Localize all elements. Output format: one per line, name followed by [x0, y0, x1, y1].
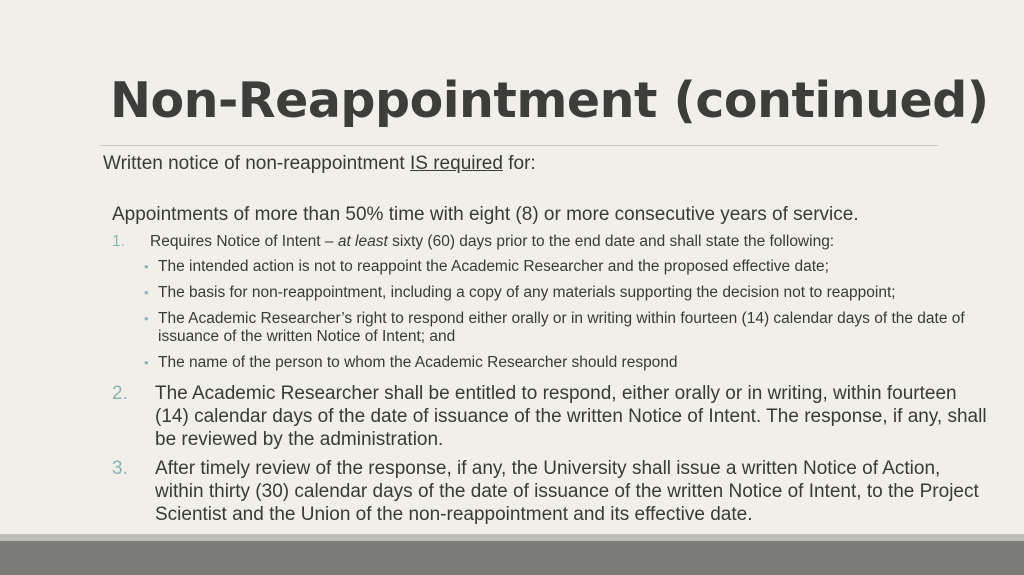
bullet-item — [142, 284, 992, 302]
bullet-text: The Academic Researcher’s right to respond either orally or in writing within fourteen (14) calendar days of the date of issuance of the written Notice of Intent; and — [158, 310, 965, 345]
list-item-3 — [112, 457, 992, 526]
item1-emphasis: at least — [337, 233, 388, 250]
bullet-text: The basis for non-reappointment, including a copy of any materials supporting the decision not to reappoint; — [158, 284, 896, 301]
intro-before: Written notice of non-reappointment — [103, 153, 410, 174]
intro-after: for: — [502, 153, 536, 174]
list-item-1 — [112, 233, 834, 251]
item2-text: The Academic Researcher shall be entitled to respond, either orally or in writing, within fourteen (14) calendar days of the date of issuance of the written Notice of Intent. The response, if any, shall be reviewed by the administration. — [155, 383, 987, 450]
lead-paragraph: Appointments of more than 50% time with eight (8) or more consecutive years of service. — [112, 204, 859, 225]
bullet-text: The intended action is not to reappoint the Academic Researcher and the proposed effective date; — [158, 258, 829, 275]
intro-underlined: IS required — [410, 153, 503, 174]
bullet-icon: • — [144, 285, 149, 300]
item1-text-b: sixty (60) days prior to the end date and shall state the following: — [387, 233, 835, 250]
intro-text — [103, 153, 536, 175]
bullet-list — [142, 258, 992, 380]
item3-text: After timely review of the response, if any, the University shall issue a written Notice of Action, within thirty (30) calendar days of the date of issuance of the written Notice of Intent, to the Project Scientist and the Union of the non-reappointment and its effective date. — [155, 458, 979, 525]
bullet-item — [142, 258, 992, 276]
bullet-icon: • — [144, 311, 149, 326]
title-divider — [100, 145, 938, 146]
bullet-icon: • — [144, 259, 149, 274]
bullet-text: The name of the person to whom the Academic Researcher should respond — [158, 354, 678, 371]
slide-title: Non-Reappointment (continued) — [110, 72, 989, 129]
list-number-1: 1. — [112, 233, 125, 250]
bullet-item — [142, 310, 992, 346]
footer-band-light — [0, 534, 1024, 541]
list-item-2 — [112, 382, 992, 451]
list-number-2: 2. — [112, 383, 128, 404]
item1-text-a: Requires Notice of Intent – — [150, 233, 338, 250]
bullet-icon: • — [144, 355, 149, 370]
bullet-item — [142, 354, 992, 372]
footer-band-dark — [0, 541, 1024, 575]
list-number-3: 3. — [112, 458, 128, 479]
